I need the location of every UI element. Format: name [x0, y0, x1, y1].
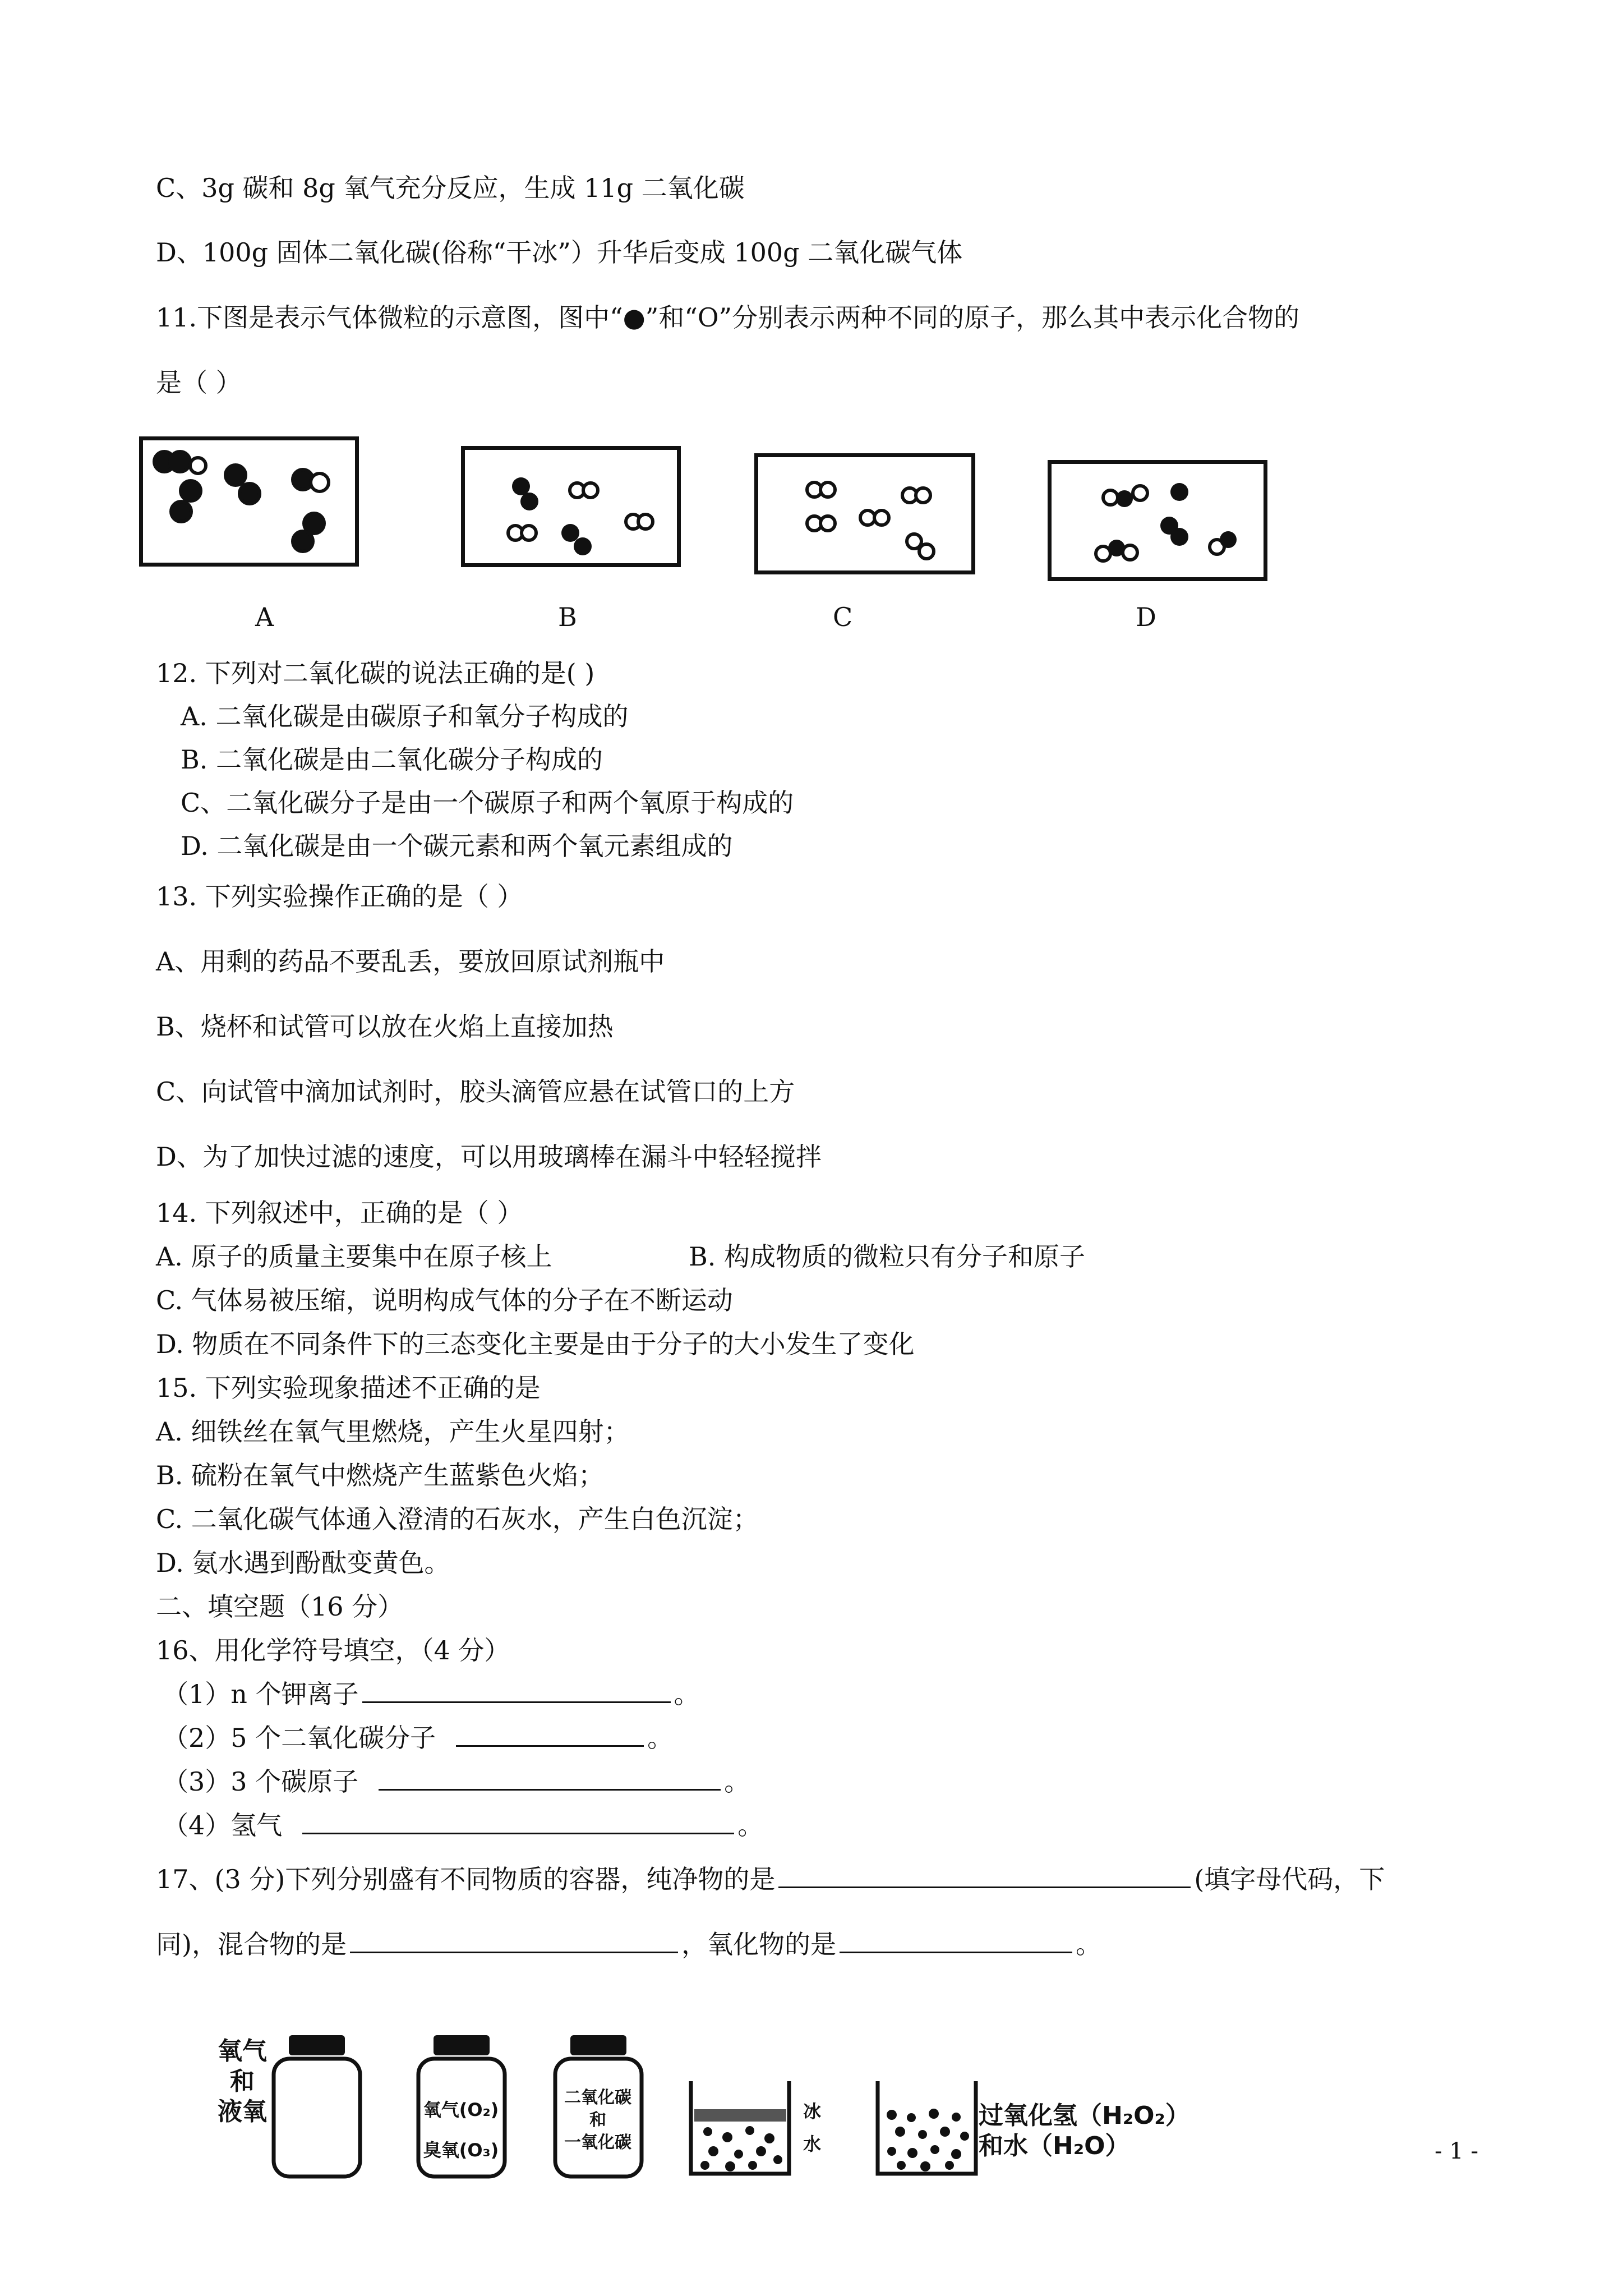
q16-item-2-label: （2）5 个二氧化碳分子 [163, 1723, 436, 1753]
q15-text: 15. 下列实验现象描述不正确的是 [156, 1373, 541, 1403]
beaker-1-labels [803, 2095, 821, 2160]
q12-option-c: C、二氧化碳分子是由一个碳原子和两个氧原于构成的 [181, 788, 794, 818]
molecules-b [465, 450, 677, 563]
period: 。 [674, 1679, 700, 1709]
q16-item-3 [163, 1765, 750, 1798]
answer-blank-pure[interactable] [778, 1864, 1191, 1888]
beaker-2-labels [979, 2101, 1190, 2161]
q15-option-b: B. 硫粉在氧气中燃烧产生蓝紫色火焰； [156, 1460, 605, 1490]
bottle-1 [269, 2031, 365, 2182]
bottle-3-label-line: 和 [589, 2110, 606, 2130]
beaker-2-label-line: 和水（H₂O） [979, 2132, 1130, 2160]
q14-text: 14. 下列叙述中，正确的是（ ） [156, 1198, 523, 1228]
q12-option-d: D. 二氧化碳是由一个碳元素和两个氧元素组成的 [181, 831, 733, 861]
page-number: - 1 - [1435, 2138, 1478, 2164]
bottle-1-caption-line: 和 [230, 2067, 255, 2096]
q16-item-2 [163, 1721, 673, 1755]
q14-option-c: C. 气体易被压缩，说明构成气体的分子在不断运动 [156, 1285, 733, 1315]
figure-label-b: B [558, 602, 577, 632]
answer-blank-4[interactable] [302, 1810, 734, 1834]
section-2-heading: 二、填空题（16 分） [156, 1591, 404, 1622]
answer-blank-1[interactable] [362, 1679, 671, 1703]
molecules-c [758, 457, 971, 570]
q14-option-d: D. 物质在不同条件下的三态变化主要是由于分子的大小发生了变化 [156, 1329, 915, 1359]
option-d-line: D、100g 固体二氧化碳(俗称“干冰”）升华后变成 100g 二氧化碳气体 [156, 237, 963, 268]
molecules-a [143, 440, 355, 563]
q16-item-3-label: （3）3 个碳原子 [163, 1766, 359, 1797]
figure-box-a [139, 436, 359, 567]
answer-blank-oxide[interactable] [840, 1929, 1072, 1953]
q16-item-1 [163, 1677, 700, 1711]
q17-oxide-label: ，氧化物的是 [681, 1929, 836, 1959]
q13-option-c: C、向试管中滴加试剂时，胶头滴管应悬在试管口的上方 [156, 1076, 795, 1107]
bottle-2-label [416, 2090, 506, 2170]
beaker-1 [685, 2076, 797, 2182]
q15-option-a: A. 细铁丝在氧气里燃烧，产生火星四射； [156, 1416, 630, 1447]
beaker-1-label-water: 水 [803, 2133, 822, 2155]
figure-label-a: A [255, 602, 274, 632]
q13-option-a: A、用剩的药品不要乱丢，要放回原试剂瓶中 [156, 946, 665, 977]
option-c-line: C、3g 碳和 8g 氧气充分反应，生成 11g 二氧化碳 [156, 173, 745, 203]
q17-text-part1: 17、(3 分)下列分别盛有不同物质的容器，纯净物的是 [156, 1864, 776, 1894]
figure-box-b [461, 446, 681, 567]
q13-text: 13. 下列实验操作正确的是（ ） [156, 881, 523, 912]
answer-blank-mixture[interactable] [350, 1929, 678, 1953]
period: 。 [737, 1810, 764, 1841]
q17-text [156, 1862, 1385, 1896]
bottle-1-caption-line: 氧气 [218, 2037, 267, 2065]
beaker-1-label-ice: 冰 [803, 2101, 822, 2122]
q12-option-a: A. 二氧化碳是由碳原子和氧分子构成的 [181, 701, 629, 731]
period: 。 [1075, 1929, 1101, 1959]
q17-mixture-label: 同)，混合物的是 [156, 1929, 347, 1959]
answer-blank-3[interactable] [379, 1766, 721, 1791]
q15-option-d: D. 氨水遇到酚酞变黄色。 [156, 1548, 450, 1578]
q16-item-4 [163, 1809, 763, 1842]
q12-option-b: B. 二氧化碳是由二氧化碳分子构成的 [181, 744, 603, 775]
bottle-3-label-line: 一氧化碳 [564, 2133, 631, 2152]
q17-text-cont [156, 1927, 1101, 1961]
figure-label-c: C [833, 602, 853, 632]
bottle-2-label-line: 臭氧(O₃) [423, 2139, 499, 2161]
answer-blank-2[interactable] [456, 1723, 644, 1747]
molecules-d [1052, 464, 1264, 577]
q11-text-cont: 是（ ） [156, 367, 242, 398]
q17-text-part2: (填字母代码，下 [1194, 1864, 1385, 1894]
bottle-3-label-line: 二氧化碳 [564, 2088, 631, 2108]
q16-text: 16、用化学符号填空，（4 分） [156, 1635, 510, 1665]
bottle-1-caption [214, 2036, 270, 2127]
q12-text: 12. 下列对二氧化碳的说法正确的是( ) [156, 658, 595, 688]
q13-option-d: D、为了加快过滤的速度，可以用玻璃棒在漏斗中轻轻搅拌 [156, 1142, 822, 1172]
q16-item-4-label: （4）氢气 [163, 1810, 283, 1841]
q14-option-b: B. 构成物质的微粒只有分子和原子 [689, 1241, 1086, 1272]
period: 。 [724, 1766, 750, 1797]
q16-item-1-label: （1）n 个钾离子 [163, 1679, 359, 1709]
bottle-1-caption-line: 液氧 [218, 2097, 267, 2126]
bottle-2-label-line: 氧气(O₂) [423, 2099, 499, 2120]
q15-option-c: C. 二氧化碳气体通入澄清的石灰水，产生白色沉淀； [156, 1504, 759, 1534]
beaker-2-label-line: 过氧化氢（H₂O₂） [979, 2101, 1190, 2130]
bottle-3-label [553, 2087, 643, 2154]
q14-option-a: A. 原子的质量主要集中在原子核上 [156, 1241, 552, 1272]
q13-option-b: B、烧杯和试管可以放在火焰上直接加热 [156, 1011, 614, 1042]
figure-box-d [1048, 460, 1267, 581]
period: 。 [647, 1723, 674, 1753]
figure-label-d: D [1136, 602, 1156, 632]
figure-box-c [754, 453, 975, 574]
q11-text: 11.下图是表示气体微粒的示意图，图中“●”和“O”分别表示两种不同的原子，那么其中表示化合物的 [156, 302, 1300, 333]
beaker-2 [872, 2076, 984, 2182]
